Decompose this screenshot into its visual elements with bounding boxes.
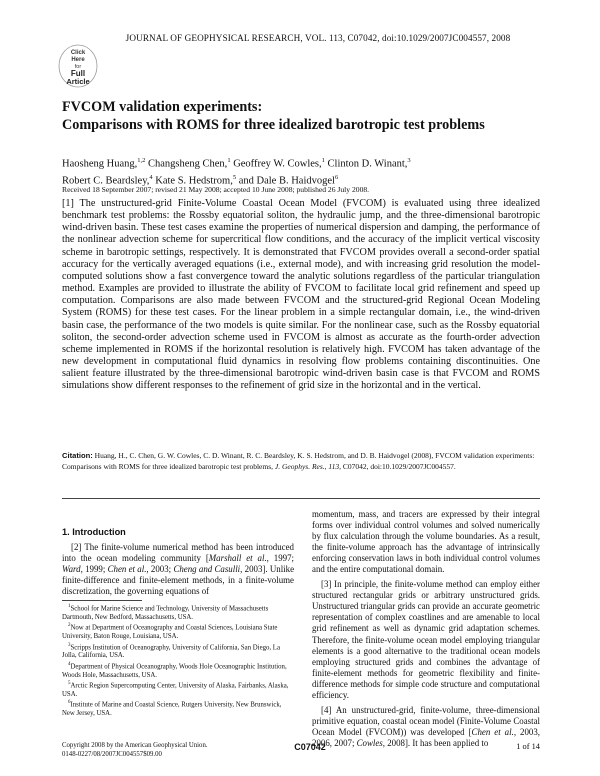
abstract: [1] The unstructured-grid Finite-Volume Coastal Ocean Model (FVCOM) is evaluated using three idealized benchmark test problems: the Rossby equatorial soliton, the hydraulic jump, and the three-dimensional barotropic wind-driven basin. These test cases examine the properties of numerical dispersion and damping, the performance of the nonlinear advection scheme for supercritical flow conditions, and the accuracy of the implicit vertical viscosity scheme in barotropic settings, respectively. It is demonstrated that FVCOM provides overall a second-order spatial accuracy for the vertically averaged equations (i.e., external mode), and with increasing grid resolution the model-computed solutions show a fast convergence toward the analytic solutions regardless of the particular triangulation method. Examples are provided to illustrate the ability of FVCOM to facilitate local grid refinement and speed up computation. Comparisons are also made between FVCOM and the structured-grid Regional Ocean Modeling System (ROMS) for these test cases. For the linear problem in a simple rectangular domain, i.e., the wind-driven basin case, the performance of the two models is quite similar. For the nonlinear case, such as the Rossby equatorial soliton, the second-order advection scheme used in FVCOM is almost as accurate as the fourth-order advection scheme implemented in ROMS if the horizontal resolution is relatively high. FVCOM has taken advantage of the new development in computational fluid dynamics in resolving flow problems containing discontinuities. One salient feature illustrated by the three-dimensional barotropic wind-driven basin case is that FVCOM and ROMS simulations show different responses to the refinement of grid size in the horizontal and in the vertical. <box>62 198 540 392</box>
footnote: $^4$Department of Physical Oceanography, Woods Hole Oceanographic Institution, Woods Hole, Massachusetts, USA. <box>62 661 287 679</box>
section-heading: 1. Introduction <box>62 527 126 537</box>
logo-line2: Here <box>71 57 85 63</box>
paper-title: FVCOM validation experiments: Comparisons with ROMS for three idealized barotropic test problems <box>62 99 485 133</box>
logo-line5: Article <box>66 77 90 86</box>
logo-line4: Full <box>70 69 86 78</box>
section-divider <box>62 498 540 499</box>
full-article-logo[interactable] <box>58 44 98 88</box>
column-right <box>312 509 540 749</box>
affiliation-footnotes <box>62 603 294 719</box>
article-id: C07042 <box>294 742 326 752</box>
copyright-notice: Copyright 2008 by the American Geophysical Union. 0148-0227/08/2007JC004557$09.00 <box>62 742 208 758</box>
footnote: $^6$Institute of Marine and Coastal Science, Rutgers University, New Brunswick, New Jersey, USA. <box>62 700 282 718</box>
logo-line1: Click <box>70 50 86 56</box>
intro-paragraph-2: momentum, mass, and tracers are expressed by their integral forms over individual control volumes and solved numerically by flux calculation through the volume boundaries. As a result, the finite-volume approach has the advantage of intrinsically enforcing conservation laws in both individual control volumes and the entire computational domain. <box>312 509 540 575</box>
intro-paragraph-4: [4] An unstructured-grid, finite-volume, three-dimensional primitive equation, coastal ocean model (Finite-Volume Coastal Ocean Model (FVCOM)) was developed [Chen et al., 2003, 2006, 2007; Cowles, 2008]. It has been applied to <box>312 704 541 748</box>
citation-label: Citation: <box>62 451 93 460</box>
page-number: 1 of 14 <box>516 742 540 751</box>
footnote: $^3$Scripps Institution of Oceanography, University of California, San Diego, La Jolla, California, USA. <box>62 642 280 660</box>
logo-line3: for <box>74 64 82 70</box>
footnote: $^2$Now at Department of Oceanography and Coastal Sciences, Louisiana State University, Baton Rouge, Louisiana, USA. <box>62 623 278 641</box>
intro-paragraph-1: [2] The finite-volume numerical method has been introduced into the ocean modeling community [Marshall et al., 1997; Ward, 1999; Chen et al., 2003; Cheng and Casulli, 2003]. Unlike finite-difference and finite-element methods, in a finite-volume discretization, the governing equations of <box>62 542 295 597</box>
author-list: Haosheng Huang,$^{1,2}$ Changsheng Chen,$^1$ Geoffrey W. Cowles,$^1$ Clinton D. Winant,$^3$ Robert C. Beardsley,$^4$ Kate S. Hedstrom,$^5$ and Dale B. Haidvogel$^6$ <box>62 157 411 187</box>
citation <box>62 451 540 473</box>
intro-paragraph-3: [3] In principle, the finite-volume method can employ either structured rectangular grids or arbitrary unstructured grids. Unstructured triangular grids can provide an accurate geometric representation of complex coastlines and are amenable to local grid refinement as well as dynamic grid adaptation schemes. Therefore, the finite-volume ocean model employing triangular elements is a good alternative to the traditional ocean models employing structured grids and combines the advantage of finite-element methods for geometric flexibility and finite-difference methods for simple code structure and computational efficiency. <box>312 579 540 700</box>
footnote: $^5$Arctic Region Supercomputing Center, University of Alaska, Fairbanks, Alaska, USA. <box>62 681 289 698</box>
column-left <box>62 527 294 597</box>
journal-header: JOURNAL OF GEOPHYSICAL RESEARCH, VOL. 113, C07042, doi:10.1029/2007JC004557, 2008 <box>125 33 511 43</box>
citation-text: Huang, H., C. Chen, G. W. Cowles, C. D. Winant, R. C. Beardsley, K. S. Hedstrom, and D. B. Haidvogel (2008), FVCOM validation experiments: Comparisons with ROMS for three idealized barotropic test problems, J. Geophys. Res., 113, C07042, doi:10.1029/2007JC004557. <box>62 451 535 471</box>
footnote: $^1$School for Marine Science and Technology, University of Massachusetts Dartmouth, New Bedford, Massachusetts, USA. <box>62 604 269 621</box>
footnote-divider <box>62 600 142 601</box>
received-dates: Received 18 September 2007; revised 21 May 2008; accepted 10 June 2008; published 26 July 2008. <box>62 185 370 194</box>
